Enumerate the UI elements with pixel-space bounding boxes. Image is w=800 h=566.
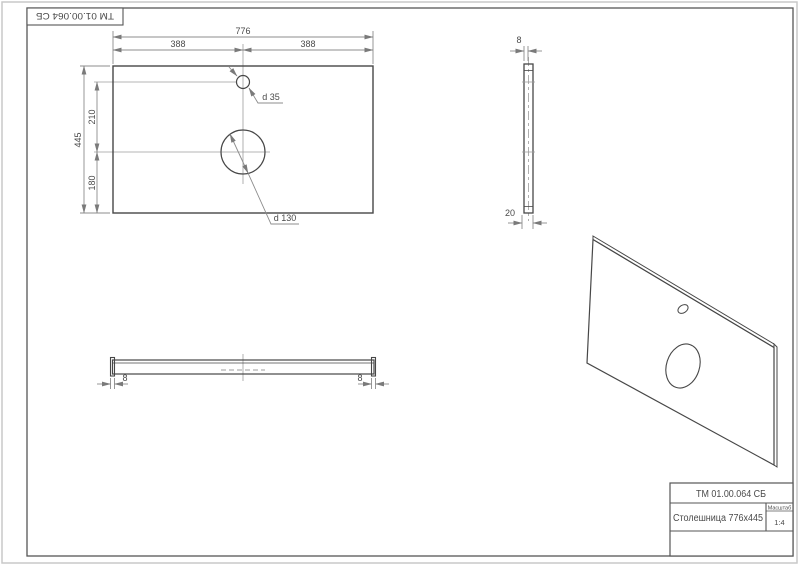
dim-text-8-front-right: 8: [357, 373, 363, 383]
label-d35: d 35: [262, 92, 280, 102]
title-block-scale-label: Масштаб: [767, 505, 792, 512]
top-stamp-text: ТМ 01.00.064 СБ: [36, 10, 114, 21]
dim-text-445: 445: [73, 132, 83, 148]
label-d130: d 130: [273, 213, 297, 223]
dim-text-8-front-left: 8: [122, 373, 128, 383]
top-stamp: [27, 8, 123, 25]
dim-text-776: 776: [235, 26, 251, 36]
title-block: [670, 483, 793, 556]
dim-text-210: 210: [87, 109, 97, 125]
page-edge: [2, 2, 797, 563]
dim-text-8-side: 8: [516, 35, 522, 45]
title-block-scale-value: 1:4: [774, 518, 785, 527]
dim-text-388-left: 388: [170, 39, 186, 49]
dim-text-180: 180: [87, 175, 97, 191]
title-block-doc-number: ТМ 01.00.064 СБ: [696, 489, 767, 500]
dim-text-388-right: 388: [300, 39, 316, 49]
dim-text-20-side: 20: [504, 208, 516, 218]
title-block-part-name: Столешница 776x445: [673, 513, 764, 524]
